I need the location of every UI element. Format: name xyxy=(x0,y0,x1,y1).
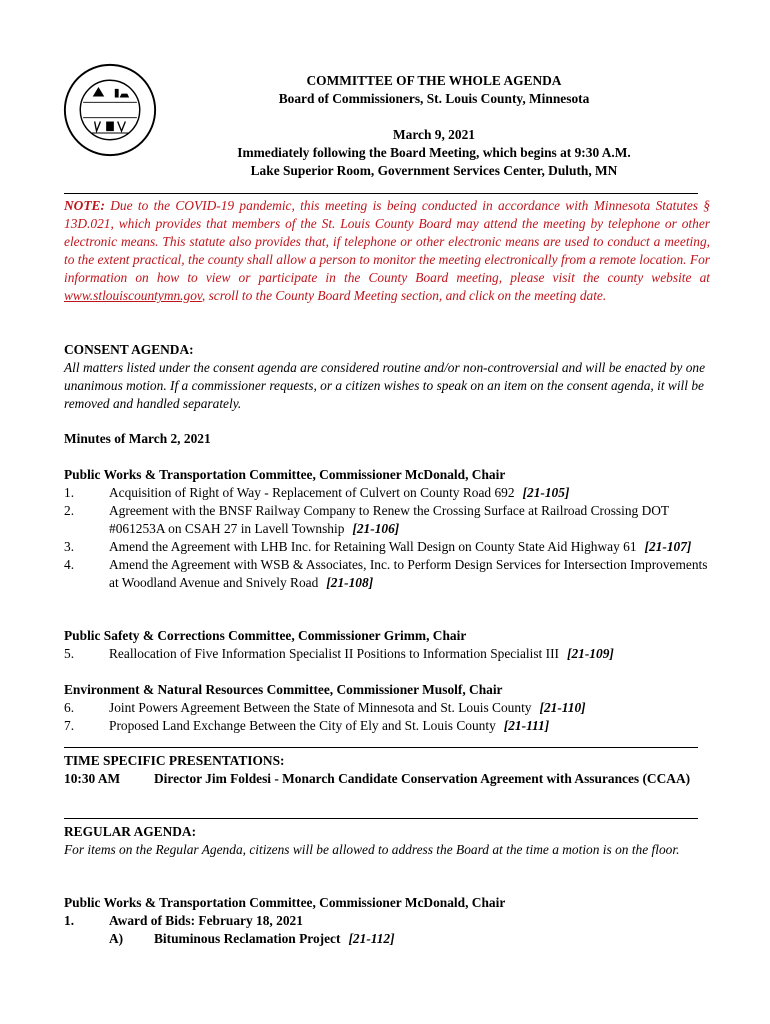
county-seal-icon xyxy=(62,62,158,158)
divider xyxy=(64,747,698,748)
item-text: Award of Bids: February 18, 2021 xyxy=(109,913,303,928)
environment-section xyxy=(64,681,710,735)
committee-heading: Public Works & Transportation Committee, Commissioner McDonald, Chair xyxy=(64,895,506,910)
agenda-item xyxy=(64,699,710,717)
committee-heading: Public Works & Transportation Committee, Commissioner McDonald, Chair xyxy=(64,467,506,482)
item-number: 1. xyxy=(64,913,75,928)
agenda-title: COMMITTEE OF THE WHOLE AGENDA xyxy=(306,73,562,88)
covid-note xyxy=(64,197,710,305)
consent-agenda xyxy=(64,341,710,413)
meeting-time: Immediately following the Board Meeting, which begins at 9:30 A.M. xyxy=(237,145,631,160)
presentation-item xyxy=(64,770,710,788)
item-text: Proposed Land Exchange Between the City of Ely and St. Louis County xyxy=(109,718,496,733)
item-number: 5. xyxy=(64,646,75,661)
divider xyxy=(64,193,698,194)
agenda-subtitle: Board of Commissioners, St. Louis County, Minnesota xyxy=(278,91,590,106)
item-code: [21-105] xyxy=(522,485,570,500)
item-code: [21-109] xyxy=(567,646,614,661)
divider xyxy=(64,818,698,819)
note-text-end: , scroll to the County Board Meeting section, and click on the meeting date. xyxy=(201,288,607,303)
subitem-letter: A) xyxy=(109,931,124,946)
item-text: Joint Powers Agreement Between the State of Minnesota and St. Louis County xyxy=(109,700,532,715)
agenda-item xyxy=(64,645,710,663)
presentation-time: 10:30 AM xyxy=(64,771,121,786)
consent-heading: CONSENT AGENDA: xyxy=(64,342,194,357)
item-number: 4. xyxy=(64,557,75,572)
agenda-subitem xyxy=(64,930,710,948)
regular-public-works-section xyxy=(64,894,710,948)
item-code: [21-110] xyxy=(539,700,586,715)
committee-heading: Public Safety & Corrections Committee, Commissioner Grimm, Chair xyxy=(64,628,467,643)
time-specific-heading: TIME SPECIFIC PRESENTATIONS: xyxy=(64,753,285,768)
public-works-section xyxy=(64,466,710,592)
agenda-header xyxy=(160,72,708,180)
item-text: Amend the Agreement with WSB & Associates, Inc. to Perform Design Services for Intersection Improvements at Woodland Avenue and Snively Road xyxy=(109,557,708,590)
item-number: 1. xyxy=(64,485,75,500)
agenda-item xyxy=(64,484,710,502)
minutes-item: Minutes of March 2, 2021 xyxy=(64,431,211,446)
agenda-item xyxy=(64,538,710,556)
presentation-text: Director Jim Foldesi - Monarch Candidate Conservation Agreement with Assurances (CCAA) xyxy=(154,771,691,786)
item-code: [21-108] xyxy=(326,575,374,590)
item-number: 6. xyxy=(64,700,75,715)
subitem-code: [21-112] xyxy=(348,931,395,946)
item-text: Reallocation of Five Information Specialist II Positions to Information Specialist III xyxy=(109,646,559,661)
item-code: [21-106] xyxy=(352,521,400,536)
meeting-location: Lake Superior Room, Government Services Center, Duluth, MN xyxy=(250,163,618,178)
regular-agenda xyxy=(64,823,710,859)
agenda-item xyxy=(64,912,710,930)
subitem-text: Bituminous Reclamation Project xyxy=(154,931,341,946)
item-number: 3. xyxy=(64,539,75,554)
item-text: Agreement with the BNSF Railway Company to Renew the Crossing Surface at Railroad Crossing DOT #061253A on CSAH 27 in Lavell Township xyxy=(109,503,669,536)
consent-description: All matters listed under the consent agenda are considered routine and/or non-controversial and will be enacted by one unanimous motion. If a commissioner requests, or a citizen wishes to speak on an item on the consent agenda, it will be removed and handled separately. xyxy=(64,360,706,411)
public-safety-section xyxy=(64,627,710,663)
regular-heading: REGULAR AGENDA: xyxy=(64,824,197,839)
item-number: 2. xyxy=(64,503,75,518)
item-code: [21-107] xyxy=(644,539,692,554)
agenda-item xyxy=(64,717,710,735)
item-number: 7. xyxy=(64,718,75,733)
meeting-date: March 9, 2021 xyxy=(393,127,475,142)
regular-description: For items on the Regular Agenda, citizens will be allowed to address the Board at the time a motion is on the floor. xyxy=(64,842,680,857)
county-website-link[interactable]: www.stlouiscountymn.gov xyxy=(64,288,202,303)
note-text: Due to the COVID-19 pandemic, this meeting is being conducted in accordance with Minnesota Statutes § 13D.021, which provides that members of the St. Louis County Board may attend the meeting by telephone or other electronic means. This statute also provides that, if telephone or other electronic means are used to conduct a meeting, to the extent practical, the county shall allow a person to monitor the meeting electronically from a remote location. For information on how to view or participate in the County Board meeting, please visit the county website at xyxy=(64,198,711,285)
time-specific-section xyxy=(64,752,710,788)
item-text: Amend the Agreement with LHB Inc. for Retaining Wall Design on County State Aid Highway 61 xyxy=(109,539,637,554)
committee-heading: Environment & Natural Resources Committee, Commissioner Musolf, Chair xyxy=(64,682,503,697)
agenda-item xyxy=(64,502,710,538)
item-code: [21-111] xyxy=(503,718,550,733)
note-label: NOTE: xyxy=(64,198,105,213)
agenda-item xyxy=(64,556,710,592)
item-text: Acquisition of Right of Way - Replacement of Culvert on County Road 692 xyxy=(109,485,515,500)
